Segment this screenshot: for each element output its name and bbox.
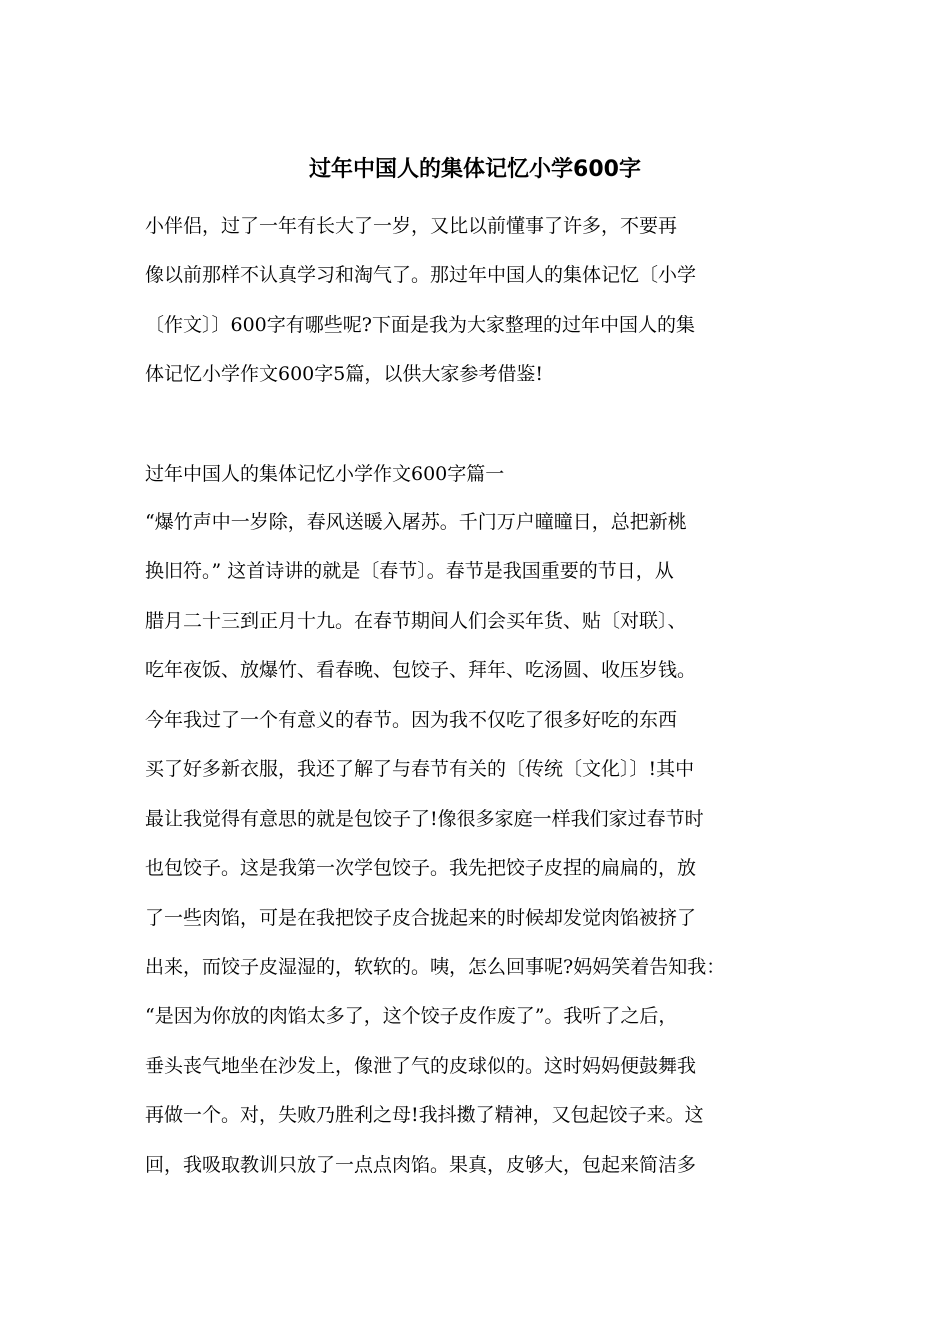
text-line: 最让我觉得有意思的就是包饺子了!像很多家庭一样我们家过春节时 [145,807,704,830]
text-line: 换旧符。” 这首诗讲的就是〔春节〕。春节是我国重要的节日，从 [145,560,674,583]
text-line: 体记忆小学作文600字5篇，以供大家参考借鉴! [145,363,543,386]
text-line: 再做一个。对，失败乃胜利之母!我抖擞了精神，又包起饺子来。这 [145,1104,704,1127]
text-line: 腊月二十三到正月十九。在春节期间人们会买年货、贴〔对联〕、 [145,609,687,632]
section-heading [145,450,825,499]
text-line: 回，我吸取教训只放了一点点肉馅。果真，皮够大，包起来简洁多 [145,1153,697,1176]
document-title: 过年中国人的集体记忆小学600字 [309,157,641,182]
paragraph-1 [145,498,825,696]
text-line: “爆竹声中一岁除，春风送暖入屠苏。千门万户曈曈日，总把新桃 [145,511,687,533]
text-line: 小伴侣，过了一年有长大了一岁，又比以前懂事了许多，不要再 [145,215,678,237]
text-line: 今年我过了一个有意义的春节。因为我不仅吃了很多好吃的东西 [145,709,678,731]
text-line: 买了好多新衣服，我还了解了与春节有关的〔传统〔文化〕〕!其中 [145,758,695,781]
text-line: 也包饺子。这是我第一次学包饺子。我先把饺子皮捏的扁扁的，放 [145,857,697,880]
section-heading-text: 过年中国人的集体记忆小学作文600字篇一 [145,463,505,485]
text-line: 像以前那样不认真学习和淘气了。那过年中国人的集体记忆〔小学 [145,264,697,287]
intro-paragraph [145,202,825,400]
text-line: 垂头丧气地坐在沙发上，像泄了气的皮球似的。这时妈妈便鼓舞我 [145,1054,697,1077]
text-line: “是因为你放的肉馅太多了，这个饺子皮作废了”。我听了之后， [145,1005,678,1028]
text-line: 〔作文〕〕600字有哪些呢?下面是我为大家整理的过年中国人的集 [145,313,695,336]
paragraph-2 [145,696,825,1190]
text-line: 出来，而饺子皮湿湿的，软软的。咦，怎么回事呢?妈妈笑着告知我： [145,955,726,978]
text-line: 了一些肉馅，可是在我把饺子皮合拢起来的时候却发觉肉馅被挤了 [145,906,697,929]
text-line: 吃年夜饭、放爆竹、看春晚、包饺子、拜年、吃汤圆、收压岁钱。 [145,659,697,682]
